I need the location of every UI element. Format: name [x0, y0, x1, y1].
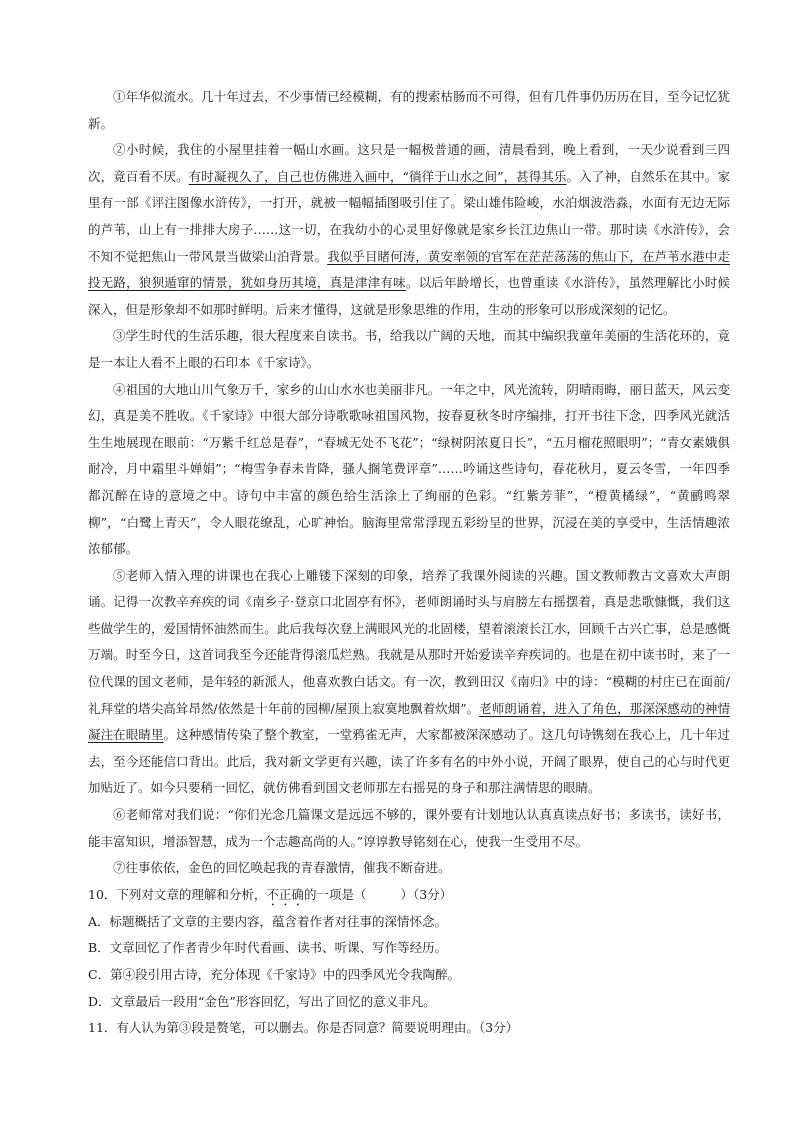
paragraph-2-text-a: ②小时候，我住的小屋里挂着一幅山水画。这只是一幅极普通的画，清晨看到，晚上看到，一天少说看到三四次，竟百看不厌。: [88, 142, 730, 184]
paragraph-2-text-b: 。入了神，自然乐在其中。家里有一部《评注图像水浒传》，一打开，就被一幅幅插图吸引住了。梁山雄伟险峻，水泊烟波浩淼，水面有无边无际的芦苇，山上有一排排大房子……这一切，在我幼小的心灵里好像就是家乡长江边焦山一带。那时读《水浒传》，会不知不觉把焦山一带风景当做梁山泊背景。: [88, 168, 730, 264]
underlined-sentence-2: 我似乎目睹何涛，黄安率领的官军在茫茫荡荡的焦山下，在芦苇水港中走投无路，狼狈遁窜的情景，犹如身历其境，真是津津有味: [88, 248, 730, 291]
paragraph-3: ③学生时代的生活乐趣，很大程度来自读书。书，给我以广阔的天地，而其中编织我童年美丽的生活花环的，竟是一本让人看不上眼的石印本《千家诗》。: [88, 328, 730, 370]
question-11: 11．有人认为第③段是赘笔，可以删去。你是否同意？简要说明理由。（3分）: [88, 1020, 519, 1036]
paragraph-7: ⑦往事依依，金色的回忆唤起我的青春激情，催我不断奋进。: [113, 860, 451, 876]
option-a[interactable]: A．标题概括了文章的主要内容，蕴含着作者对往事的深情怀念。: [88, 913, 448, 929]
underlined-sentence-1: 有时凝视久了，自己也仿佛进入画中，“徜徉于山水之间”，甚得其乐: [188, 168, 567, 184]
question-10-stem-2: 的一项是（: [303, 886, 367, 902]
option-d[interactable]: D．文章最后一段用“金色”形容回忆，写出了回忆的意义非凡。: [88, 993, 436, 1009]
paragraph-2-text-c: 。以后年龄增长，也曾重读《水浒传》，虽然理解比小时候深入，但是形象却不如那时鲜明。后来才懂得，这就是形象思维的作用，生动的形象可以形成深刻的记忆。: [88, 275, 730, 317]
question-10-score: ）（3分）: [400, 886, 453, 902]
option-c[interactable]: C．第④段引用古诗，充分体现《千家诗》中的四季风光令我陶醉。: [88, 967, 461, 982]
paragraph-6: ⑥老师常对我们说：“你们光念几篇课文是远远不够的，课外要有计划地认认真真读点好书；多读书，读好书，能丰富知识，增添智慧，成为一个志趣高尚的人。”谆谆教导铭刻在心，使我一生受用不尽。: [88, 807, 730, 849]
document-page: [88, 84, 730, 1042]
paragraph-4: ④祖国的大地山川气象万千，家乡的山山水水也美丽非凡。一年之中，风光流转，阴晴雨晦，丽日蓝天，风云变幻，真是美不胜收。《千家诗》中很大部分诗歌歌咏祖国风物，按春夏秋冬时序编排，打开书往下念，四季风光就活生生地展现在眼前：“万紫千红总是春”，“春城无处不飞花”；“绿树阴浓夏日长”，“五月榴花照眼明”；“青女素娥俱耐冷，月中霜里斗婵娟”；“梅雪争春未肯降，骚人搁笔费评章”……吟诵这些诗句，春花秋月，夏云冬雪，一年四季都沉醉在诗的意境之中。诗句中丰富的颜色给生活涂上了绚丽的色彩。“红紫芳菲”，“橙黄橘绿”，“黄鹂鸣翠柳”，“白鹭上青天”，令人眼花缭乱，心旷神怡。脑海里常常浮现五彩纷呈的世界，沉浸在美的享受中，生活情趣浓浓郁郁。: [88, 381, 730, 557]
paragraph-5-text-a: ⑤老师入情入理的讲课也在我心上雕镂下深刻的印象，培养了我课外阅读的兴趣。国文教师教古文喜欢大声朗诵。记得一次教辛弃疾的词《南乡子·登京口北固亭有怀》，老师朗诵时头与肩膀左右摇摆着，真是悲歌慷慨，我们这些做学生的，爱国情怀油然而生。此后我每次登上满眼风光的北固楼，望着滚滚长江水，回顾千古兴亡事，总是感慨万端。时至今日，这首词我至今还能背得滚瓜烂熟。我就是从那时开始爱读辛弃疾词的。也是在初中读书时，来了一位代课的国文老师，是年轻的新派人，他喜欢教白话文。有一次，教到田汉《南归》中的诗：“模糊的村庄已在面前/礼拜堂的塔尖高耸昂然/依然是十年前的园柳/屋顶上寂寞地飘着炊烟”。: [88, 567, 730, 716]
paragraph-5: [88, 563, 730, 802]
paragraph-1: ①年华似流水。几十年过去，不少事情已经模糊，有的搜索枯肠而不可得，但有几件事仍历历在目，至今记忆犹新。: [88, 89, 730, 131]
question-10-stem: 10．下列对文章的理解和分析，: [88, 886, 267, 902]
underlined-sentence-3: 老师朗诵着，进入了角色，那深深感动的神情凝注在眼睛里: [88, 700, 730, 743]
option-b[interactable]: B．文章回忆了作者青少年时代看画、读书、听课、写作等经历。: [88, 940, 448, 956]
question-10: [88, 882, 730, 909]
paragraph-2: [88, 137, 730, 323]
paragraph-5-text-b: 。这种感情传染了整个教室，一堂鸦雀无声，大家都被深深感动了。这几句诗镌刻在我心上，几十年过去，至今还能信口背出。此后，我对新文学更有兴趣，读了许多有名的中外小说，开阔了眼界，使自己的心与时代更加贴近了。如今只要稍一回忆，就仿佛看到国文老师那左右摇晃的身子和那注满情思的眼睛。: [88, 727, 730, 796]
question-10-emphasis: 不正确: [266, 886, 304, 902]
